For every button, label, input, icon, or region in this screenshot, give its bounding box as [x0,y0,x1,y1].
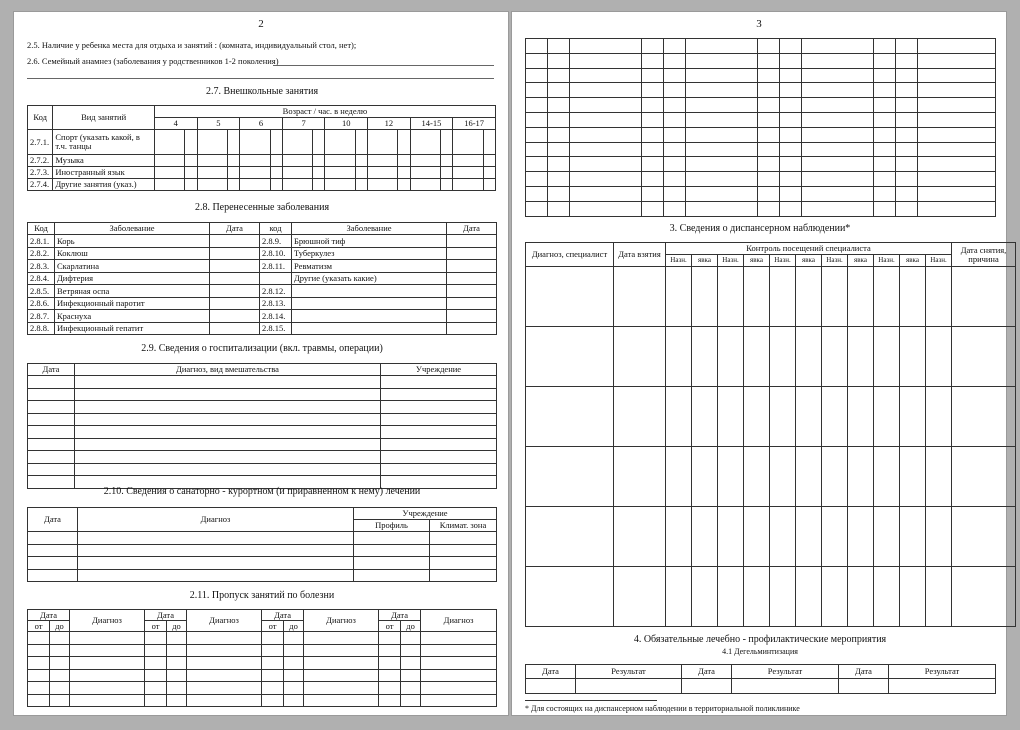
row-label: Ревматизм [292,260,447,273]
column-header: явка [744,255,770,267]
section-title: 2.11. Пропуск занятий по болезни [189,590,335,601]
column-header: Возраст / час. в неделю [154,106,495,118]
row-code: 2.8.14. [260,310,292,323]
column-header: Дата [526,665,576,679]
column-header: Дата [28,508,78,532]
row-label[interactable] [292,322,447,335]
row-label: Брюшной тиф [292,235,447,248]
row-label: Другие занятия (указ.) [53,179,155,191]
table-row[interactable] [526,507,1016,567]
column-header: Дата [262,610,304,621]
row-code: 2.8.8. [28,322,55,335]
table-row[interactable] [526,327,1016,387]
section-title: 3. Сведения о диспансерном наблюдении* [669,223,851,234]
table-row[interactable] [526,98,996,113]
table-row[interactable] [28,532,497,545]
page-number: 3 [756,18,762,30]
table-row[interactable] [28,451,497,464]
row-label: Краснуха [55,310,210,323]
column-header: Климат. зона [430,520,497,532]
column-header: Дата снятия, причина [952,243,1016,267]
column-header: Назн. [666,255,692,267]
column-header: явка [692,255,718,267]
section-title: 2.9. Сведения о госпитализации (вкл. травмы, операции) [141,343,383,354]
row-code: 2.8.3. [28,260,55,273]
column-header: Заболевание [55,223,210,235]
date-cell[interactable] [447,247,497,260]
footnote-rule [525,700,657,701]
table-row[interactable] [526,142,996,157]
date-cell[interactable] [210,260,260,273]
table-row[interactable] [526,68,996,83]
continuation-grid [525,38,996,217]
table-row[interactable] [526,387,1016,447]
row-label: Корь [55,235,210,248]
table-row[interactable] [526,157,996,172]
table-row [28,285,497,298]
row-label: Коклюш [55,247,210,260]
column-header: от [28,621,50,632]
age-header: 5 [197,118,240,130]
table-row [28,179,496,191]
age-header: 12 [368,118,411,130]
table-row[interactable] [28,463,497,476]
date-cell[interactable] [447,260,497,273]
table-row[interactable] [28,669,497,682]
column-header: Диагноз [187,610,262,632]
column-header: Дата [28,610,70,621]
row-code: 2.7.4. [28,179,53,191]
column-header: Заболевание [292,223,447,235]
dispensary-table [525,242,1016,627]
age-header: 4 [154,118,197,130]
column-header: Вид занятий [53,106,155,130]
table-row [28,247,497,260]
row-code: 2.7.2. [28,155,53,167]
column-header: Результат [889,665,996,679]
right-page [511,11,1007,716]
question-2-5: 2.5. Наличие у ребенка места для отдыха и занятий : (комната, индивидуальный стол, нет); [27,40,357,50]
row-code: 2.7.3. [28,167,53,179]
question-2-6: 2.6. Семейный анамнез (заболевания у родственников 1-2 поколения) [27,56,279,66]
column-header: Контроль посещений специалиста [666,243,952,255]
table-row[interactable] [526,447,1016,507]
answer-line[interactable] [27,78,494,79]
row-label[interactable] [292,297,447,310]
extracurricular-table [27,105,496,191]
column-header: от [145,621,167,632]
table-row[interactable] [526,679,996,694]
row-label: Инфекционный гепатит [55,322,210,335]
row-code: 2.8.12. [260,285,292,298]
date-cell[interactable] [210,297,260,310]
row-code: 2.8.5. [28,285,55,298]
column-header: Дата [682,665,732,679]
page-number: 2 [258,18,264,30]
section-title: 4. Обязательные лечебно - профилактические мероприятия [633,634,887,645]
column-header: явка [796,255,822,267]
table-row [28,167,496,179]
table-row[interactable] [526,83,996,98]
table-row[interactable] [28,632,497,645]
row-code: 2.8.9. [260,235,292,248]
table-row[interactable] [28,376,497,389]
table-row [28,235,497,248]
table-row[interactable] [526,53,996,68]
footnote: * Для состоящих на диспансерном наблюдении в территориальной поликлинике [525,704,800,713]
date-cell[interactable] [210,285,260,298]
row-code: 2.8.15. [260,322,292,335]
column-header: Результат [732,665,839,679]
row-label: Инфекционный паротит [55,297,210,310]
table-row [28,272,497,285]
table-row[interactable] [526,112,996,127]
date-cell[interactable] [210,247,260,260]
column-header: Дата [379,610,421,621]
column-header: Диагноз [70,610,145,632]
section-title: 2.7. Внешкольные занятия [205,86,319,97]
table-row[interactable] [28,388,497,401]
row-label[interactable] [292,310,447,323]
date-cell[interactable] [210,310,260,323]
date-cell[interactable] [447,322,497,335]
column-header: Дата [210,223,260,235]
table-row[interactable] [526,201,996,216]
column-header: Код [28,106,53,130]
column-header: от [262,621,284,632]
row-code: 2.8.7. [28,310,55,323]
column-header: Диагноз [304,610,379,632]
table-row[interactable] [526,127,996,142]
answer-line[interactable] [273,65,494,66]
hospitalization-table [27,363,497,489]
table-row[interactable] [526,567,1016,627]
column-header: Профиль [354,520,430,532]
date-cell[interactable] [447,310,497,323]
date-cell[interactable] [210,235,260,248]
row-code: 2.8.2. [28,247,55,260]
column-header: Диагноз [78,508,354,532]
column-header: Назн. [822,255,848,267]
diseases-table [27,222,497,335]
table-row[interactable] [526,267,1016,327]
table-row[interactable] [28,413,497,426]
table-row [28,260,497,273]
deworming-table [525,664,996,694]
date-cell[interactable] [447,297,497,310]
column-header: до [167,621,187,632]
column-header: Учреждение [354,508,497,520]
age-header: 14-15 [410,118,453,130]
section-title: 2.10. Сведения о санаторно - курортном (и приравненном к нему) лечении [103,486,421,497]
column-header: Учреждение [381,364,497,376]
absence-table [27,609,497,707]
column-header: Диагноз, вид вмешательства [75,364,381,376]
table-row[interactable] [28,557,497,570]
row-label: Скарлатина [55,260,210,273]
column-header: Назн. [874,255,900,267]
column-header: от [379,621,401,632]
table-row[interactable] [28,569,497,582]
table-row[interactable] [28,682,497,695]
table-row[interactable] [526,186,996,201]
table-row [28,297,497,310]
row-label: Иностранный язык [53,167,155,179]
table-row [28,155,496,167]
column-header: до [401,621,421,632]
column-header: Результат [576,665,682,679]
row-label: Музыка [53,155,155,167]
column-header: Назн. [926,255,952,267]
date-cell[interactable] [447,272,497,285]
row-code: 2.8.4. [28,272,55,285]
sanatorium-table [27,507,497,582]
row-code: 2.8.13. [260,297,292,310]
section-subtitle: 4.1 Дегельминтизация [722,647,798,656]
column-header: Назн. [718,255,744,267]
age-header: 16-17 [453,118,496,130]
age-header: 6 [240,118,283,130]
age-header: 10 [325,118,368,130]
date-cell[interactable] [447,285,497,298]
column-header: до [50,621,70,632]
table-row[interactable] [28,426,497,439]
row-label: Другие (указать какие) [292,272,447,285]
table-row[interactable] [28,544,497,557]
row-code: 2.8.6. [28,297,55,310]
column-header: Дата [839,665,889,679]
column-header: до [284,621,304,632]
row-label: Туберкулез [292,247,447,260]
row-code [260,272,292,285]
row-label[interactable] [292,285,447,298]
table-row[interactable] [526,172,996,187]
age-header: 7 [282,118,325,130]
table-row [28,310,497,323]
table-row [28,130,496,155]
column-header: явка [848,255,874,267]
column-header: Дата [28,364,75,376]
table-row[interactable] [28,694,497,707]
column-header: Назн. [770,255,796,267]
date-cell[interactable] [210,322,260,335]
table-row[interactable] [28,644,497,657]
table-row[interactable] [28,657,497,670]
date-cell[interactable] [210,272,260,285]
row-code: 2.8.10. [260,247,292,260]
row-label: Дифтерия [55,272,210,285]
table-row[interactable] [28,438,497,451]
column-header: Дата [447,223,497,235]
row-code: 2.8.1. [28,235,55,248]
row-code: 2.8.11. [260,260,292,273]
left-page [13,11,509,716]
column-header: код [260,223,292,235]
column-header: Диагноз [421,610,497,632]
date-cell[interactable] [447,235,497,248]
column-header: явка [900,255,926,267]
column-header: Дата [145,610,187,621]
row-label: Ветряная оспа [55,285,210,298]
column-header: Дата взятия [614,243,666,267]
section-title: 2.8. Перенесенные заболевания [194,202,330,213]
row-code: 2.7.1. [28,130,53,155]
table-row[interactable] [28,401,497,414]
table-row[interactable] [526,39,996,54]
row-label: Спорт (указать какой, в т.ч. танцы [53,130,155,155]
table-row [28,322,497,335]
column-header: Код [28,223,55,235]
column-header: Диагноз, специалист [526,243,614,267]
